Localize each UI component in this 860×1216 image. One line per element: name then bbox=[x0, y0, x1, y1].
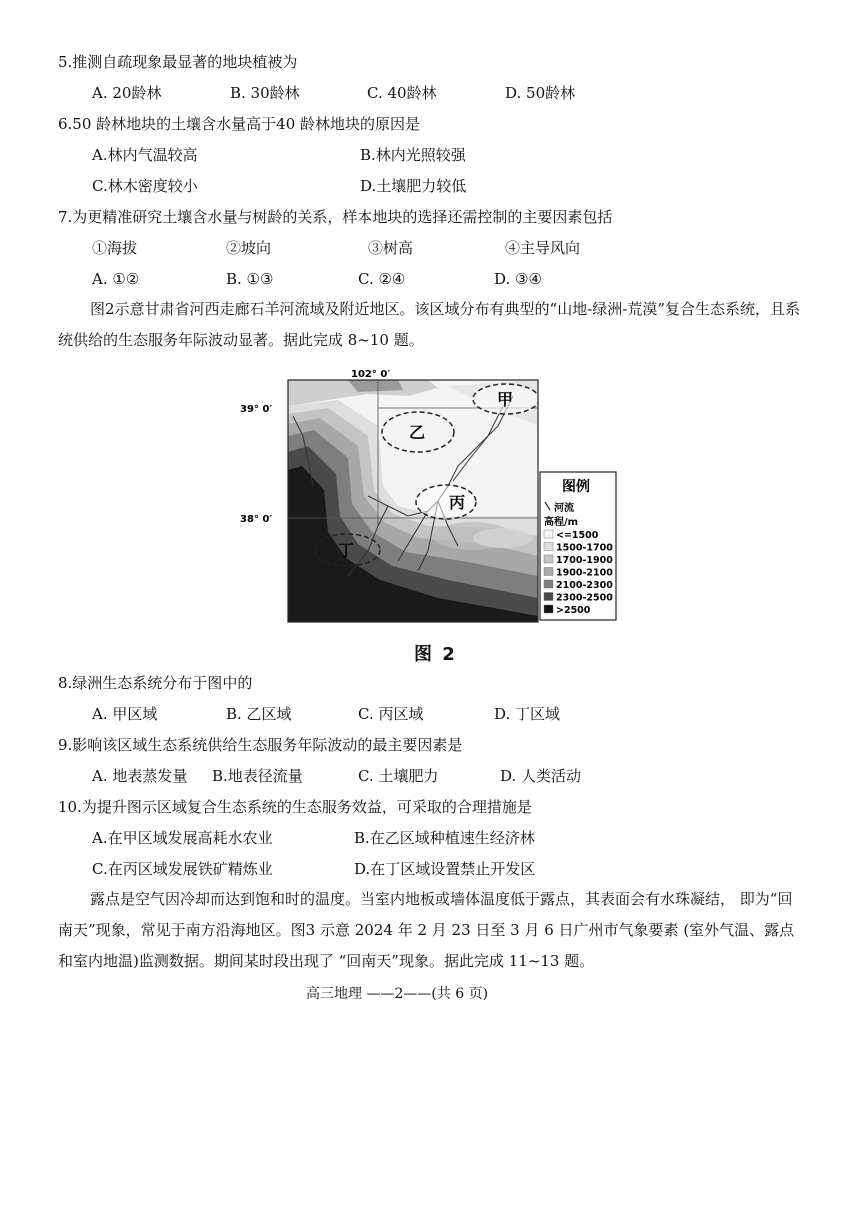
legend-class-label: <=1500 bbox=[556, 530, 599, 541]
legend-swatch bbox=[544, 543, 553, 551]
intro-q11-13: 露点是空气因冷却而达到饱和时的温度。当室内地板或墙体温度低于露点，其表面会有水珠凝结， 即为“回南天”现象，常见于南方沿海地区。图3 示意 2024 年 2 月 23 日至 3 月 6 日广州市气象要素 (室外气温、露点和室内地温)监测数据。期间某时段出现了 “回南天”现象。据此完成 11~13 题。 bbox=[58, 890, 795, 970]
legend-swatch bbox=[544, 593, 553, 601]
region-ding-label: 丁 bbox=[338, 541, 355, 560]
q7-item-2: ②坡向 bbox=[226, 239, 272, 257]
q6-stem: 6.50 龄林地块的土壤含水量高于40 龄林地块的原因是 bbox=[58, 115, 421, 133]
figure-2-caption: 图 2 bbox=[414, 644, 457, 665]
legend-swatch bbox=[544, 555, 553, 563]
q10-stem: 10.为提升图示区域复合生态系统的生态服务效益，可采取的合理措施是 bbox=[58, 798, 532, 816]
q5-option-c: C. 40龄林 bbox=[367, 84, 437, 102]
q7-option-b: B. ①③ bbox=[226, 270, 274, 288]
region-bing-label: 丙 bbox=[449, 493, 466, 512]
region-yi-label: 乙 bbox=[409, 423, 426, 442]
q10-option-a: A.在甲区域发展高耗水农业 bbox=[92, 829, 273, 847]
q9-option-a: A. 地表蒸发量 bbox=[92, 767, 188, 785]
legend-class-label: 1700-1900 bbox=[556, 555, 613, 566]
q5-option-b: B. 30龄林 bbox=[230, 84, 300, 102]
page-footer: 高三地理 ——2——(共 6 页) bbox=[306, 986, 489, 1002]
q9-option-b: B.地表径流量 bbox=[212, 767, 303, 785]
q8-option-c: C. 丙区域 bbox=[358, 705, 424, 723]
legend-class-label: >2500 bbox=[556, 605, 591, 616]
latitude-39-label: 39° 0′ bbox=[240, 404, 272, 415]
longitude-label: 102° 0′ bbox=[351, 369, 390, 380]
legend-swatch bbox=[544, 568, 553, 576]
q6-option-d: D.土壤肥力较低 bbox=[360, 177, 467, 195]
q10-option-c: C.在丙区域发展铁矿精炼业 bbox=[92, 860, 273, 878]
legend-class-label: 2300-2500 bbox=[556, 592, 613, 604]
legend-elev-title: 高程/m bbox=[544, 517, 579, 528]
q8-option-b: B. 乙区域 bbox=[226, 705, 292, 723]
q5-option-a: A. 20龄林 bbox=[92, 84, 162, 102]
figure-2-map bbox=[240, 366, 618, 622]
q7-stem: 7.为更精准研究土壤含水量与树龄的关系，样本地块的选择还需控制的主要因素包括 bbox=[58, 208, 613, 226]
q7-option-c: C. ②④ bbox=[358, 270, 406, 288]
legend-swatch bbox=[544, 580, 553, 588]
intro-q8-10: 图2示意甘肃省河西走廊石羊河流域及附近地区。该区域分布有典型的“山地-绿洲-荒漠”复合生态系统，且系统供给的生态服务年际波动显著。据此完成 8~10 题。 bbox=[58, 300, 801, 349]
map-legend bbox=[540, 472, 616, 620]
q7-item-1: ①海拔 bbox=[92, 239, 138, 257]
q8-stem: 8.绿洲生态系统分布于图中的 bbox=[58, 674, 253, 692]
q8-option-d: D. 丁区域 bbox=[494, 705, 561, 723]
q6-option-a: A.林内气温较高 bbox=[92, 146, 198, 164]
legend-class-label: 1900-2100 bbox=[556, 567, 613, 579]
q9-stem: 9.影响该区域生态系统供给生态服务年际波动的最主要因素是 bbox=[58, 736, 463, 754]
legend-swatch bbox=[544, 530, 553, 538]
region-jia-label: 甲 bbox=[497, 390, 514, 409]
q6-option-b: B.林内光照较强 bbox=[360, 146, 466, 164]
q9-option-c: C. 土壤肥力 bbox=[358, 767, 439, 785]
q7-option-a: A. ①② bbox=[92, 270, 140, 288]
q7-option-d: D. ③④ bbox=[494, 270, 542, 288]
q5-stem: 5.推测自疏现象最显著的地块植被为 bbox=[58, 53, 298, 71]
legend-swatch bbox=[544, 605, 553, 613]
legend-title: 图例 bbox=[562, 479, 590, 495]
legend-class-label: 1500-1700 bbox=[556, 542, 613, 554]
q10-option-d: D.在丁区域设置禁止开发区 bbox=[354, 860, 536, 878]
legend-class-label: 2100-2300 bbox=[556, 580, 613, 591]
q5-option-d: D. 50龄林 bbox=[505, 84, 576, 102]
q6-option-c: C.林木密度较小 bbox=[92, 177, 198, 195]
latitude-38-label: 38° 0′ bbox=[240, 514, 272, 525]
q7-item-4: ④主导风向 bbox=[505, 239, 581, 257]
q10-option-b: B.在乙区域种植速生经济林 bbox=[354, 829, 535, 847]
q8-option-a: A. 甲区域 bbox=[92, 705, 158, 723]
q7-item-3: ③树高 bbox=[368, 239, 414, 257]
q9-option-d: D. 人类活动 bbox=[500, 767, 582, 785]
legend-river: 河流 bbox=[554, 503, 574, 514]
